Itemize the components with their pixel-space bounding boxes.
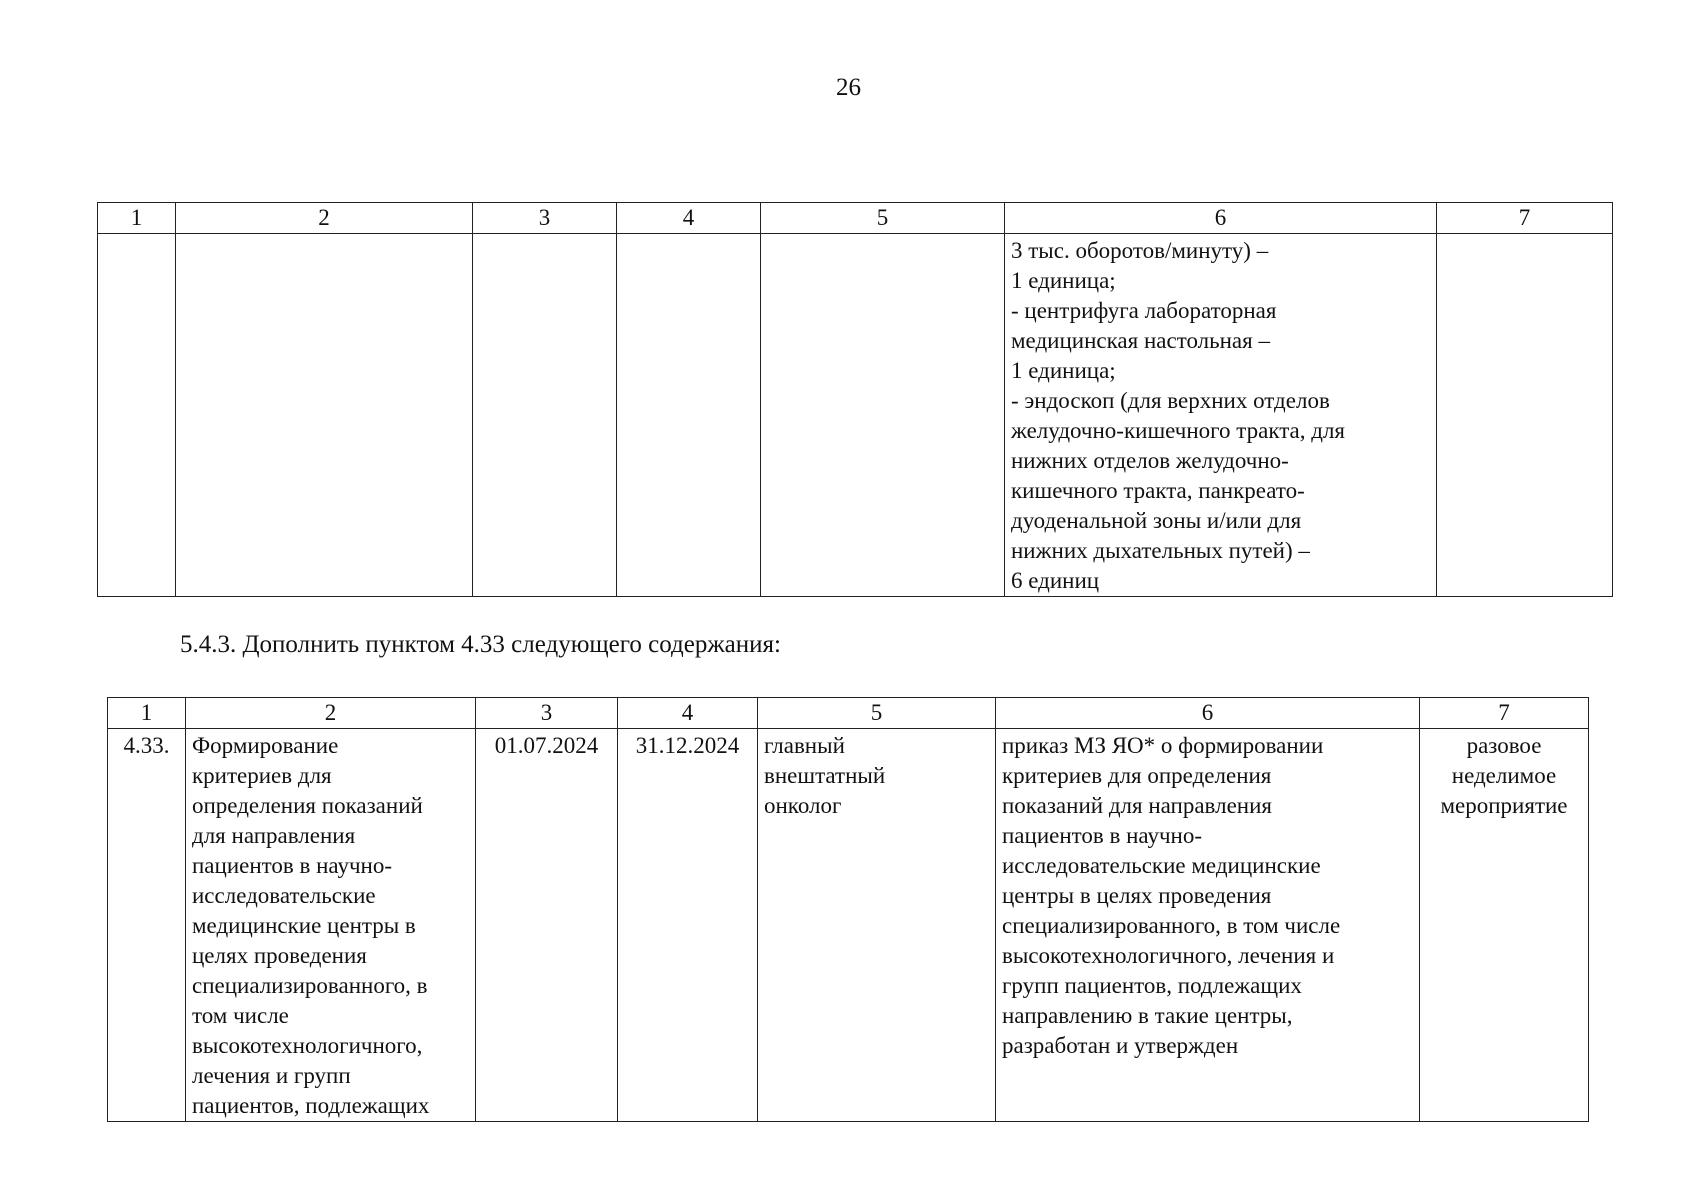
activity-line: целях проведения [192, 943, 367, 968]
result-line: центры в целях проведения [1002, 883, 1272, 908]
activity-line: специализированного, в [192, 973, 428, 998]
responsible-line: внештатный [764, 763, 886, 788]
cell-end-date [617, 234, 761, 597]
cell-note [1420, 729, 1589, 1122]
result-line: желудочно-кишечного тракта, для [1011, 418, 1345, 443]
table-header-row [108, 698, 1589, 729]
result-line: групп пациентов, подлежащих [1002, 973, 1302, 998]
continuation-table [97, 202, 1613, 597]
activity-line: пациентов, подлежащих [192, 1093, 430, 1118]
activity-line: пациентов в научно- [192, 853, 393, 878]
result-line: - эндоскоп (для верхних отделов [1011, 388, 1330, 413]
result-line: пациентов в научно- [1002, 823, 1203, 848]
activity-line: том числе [192, 1003, 289, 1028]
column-header-5: 5 [758, 698, 996, 729]
column-header-4: 4 [618, 698, 758, 729]
result-line: нижних отделов желудочно- [1011, 448, 1289, 473]
responsible-line: главный [764, 733, 845, 758]
result-line: высокотехнологичного, лечения и [1002, 943, 1335, 968]
result-line: - центрифуга лабораторная [1011, 298, 1277, 323]
result-line: критериев для определения [1002, 763, 1272, 788]
result-line: 1 единица; [1011, 268, 1116, 293]
result-line: 6 единиц [1011, 568, 1100, 593]
activity-line: высокотехнологичного, [192, 1033, 423, 1058]
cell-note [1437, 234, 1613, 597]
result-line: нижних дыхательных путей) – [1011, 538, 1310, 563]
table-row [98, 234, 1613, 597]
activity-line: определения показаний [192, 793, 423, 818]
result-line: 3 тыс. оборотов/минуту) – [1011, 238, 1269, 263]
cell-end-date: 31.12.2024 [618, 729, 758, 1122]
result-line: медицинская настольная – [1011, 328, 1270, 353]
cell-activity [176, 234, 473, 597]
result-line: 1 единица; [1011, 358, 1116, 383]
cell-result [996, 729, 1420, 1122]
cell-number [98, 234, 176, 597]
result-line: направлению в такие центры, [1002, 1003, 1293, 1028]
note-line: мероприятие [1440, 793, 1568, 818]
activity-line: для направления [192, 823, 356, 848]
table-header-row [98, 203, 1613, 234]
result-line: разработан и утвержден [1002, 1033, 1239, 1058]
note-line: неделимое [1451, 763, 1557, 788]
note-line: разовое [1466, 733, 1542, 758]
cell-activity [186, 729, 476, 1122]
column-header-7: 7 [1437, 203, 1613, 234]
activity-line: Формирование [192, 733, 339, 758]
column-header-1: 1 [108, 698, 186, 729]
new-item-table [107, 697, 1589, 1122]
cell-result [1005, 234, 1437, 597]
cell-start-date [473, 234, 617, 597]
result-line: дуоденальной зоны и/или для [1011, 508, 1302, 533]
activity-line: лечения и групп [192, 1063, 351, 1088]
column-header-3: 3 [476, 698, 618, 729]
result-line: исследовательские медицинские [1002, 853, 1321, 878]
result-line: кишечного тракта, панкреато- [1011, 478, 1305, 503]
page-number: 26 [836, 74, 861, 101]
activity-line: критериев для [192, 763, 332, 788]
column-header-6: 6 [996, 698, 1420, 729]
column-header-4: 4 [617, 203, 761, 234]
table-row [108, 729, 1589, 1122]
activity-line: исследовательские [192, 883, 376, 908]
cell-responsible [758, 729, 996, 1122]
column-header-2: 2 [176, 203, 473, 234]
column-header-6: 6 [1005, 203, 1437, 234]
result-line: показаний для направления [1002, 793, 1272, 818]
activity-line: медицинские центры в [192, 913, 416, 938]
cell-responsible [761, 234, 1005, 597]
cell-number: 4.33. [108, 729, 186, 1122]
amendment-instruction: 5.4.3. Дополнить пунктом 4.33 следующего содержания: [180, 631, 781, 658]
column-header-2: 2 [186, 698, 476, 729]
column-header-5: 5 [761, 203, 1005, 234]
responsible-line: онколог [764, 793, 842, 818]
cell-start-date: 01.07.2024 [476, 729, 618, 1122]
result-line: приказ МЗ ЯО* о формировании [1002, 733, 1324, 758]
column-header-7: 7 [1420, 698, 1589, 729]
result-line: специализированного, в том числе [1002, 913, 1341, 938]
column-header-3: 3 [473, 203, 617, 234]
column-header-1: 1 [98, 203, 176, 234]
